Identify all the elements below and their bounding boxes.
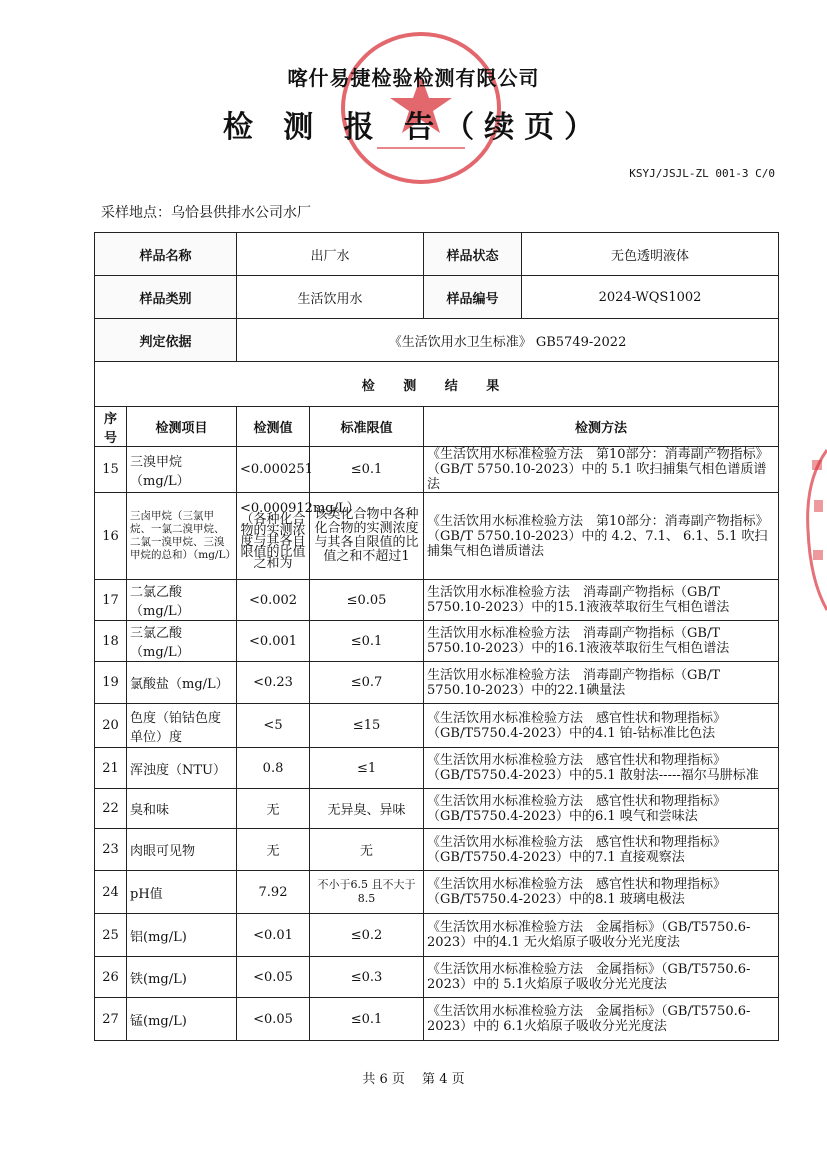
table-row — [95, 871, 779, 914]
row-item: 三卤甲烷（三氯甲烷、一氯二溴甲烷、二氯一溴甲烷、三溴甲烷的总和）（mg/L） — [127, 493, 237, 580]
report-table — [94, 232, 779, 1041]
row-method: 《生活饮用水标准检验方法 感官性状和物理指标》（GB/T5750.4-2023）中的8.1 玻璃电极法 — [424, 871, 779, 914]
row-method: 《生活饮用水标准检验方法 感官性状和物理指标》（GB/T5750.4-2023）中的7.1 直接观察法 — [424, 829, 779, 871]
row-method: 生活饮用水标准检验方法 消毒副产物指标（GB/T 5750.10-2023）中的22.1碘量法 — [424, 662, 779, 704]
row-no: 18 — [95, 621, 127, 662]
row-no: 16 — [95, 493, 127, 580]
col-header-method: 检测方法 — [424, 407, 779, 447]
info-row-category — [95, 276, 779, 319]
basis-value: 《生活饮用水卫生标准》 GB5749-2022 — [237, 319, 779, 362]
row-value: <0.002 — [237, 580, 310, 621]
row-item: 色度（铂钴色度单位）度 — [127, 704, 237, 748]
sample-name-value: 出厂水 — [237, 233, 424, 276]
row-value: <5 — [237, 704, 310, 748]
sample-state-label: 样品状态 — [424, 233, 522, 275]
basis-label: 判定依据 — [95, 319, 237, 362]
row-value: 无 — [237, 789, 310, 829]
row-limit: ≤0.7 — [310, 662, 424, 704]
table-row — [95, 704, 779, 748]
document-code: KSYJ/JSJL-ZL 001-3 C/0 — [629, 167, 775, 180]
row-item: 浑浊度（NTU） — [127, 748, 237, 789]
row-method: 生活饮用水标准检验方法 消毒副产物指标（GB/T 5750.10-2023）中的16.1液液萃取衍生气相色谱法 — [424, 621, 779, 662]
row-limit: ≤0.3 — [310, 957, 424, 998]
table-row — [95, 829, 779, 871]
row-no: 17 — [95, 580, 127, 621]
row-no: 25 — [95, 914, 127, 957]
row-limit: ≤0.1 — [310, 447, 424, 493]
row-limit: ≤15 — [310, 704, 424, 748]
info-row-basis — [95, 319, 779, 362]
results-column-header — [95, 407, 779, 447]
row-value: <0.001 — [237, 621, 310, 662]
row-value: <0.01 — [237, 914, 310, 957]
sampling-site: 采样地点：乌恰县供排水公司水厂 — [101, 205, 311, 221]
col-header-value: 检测值 — [237, 407, 310, 447]
row-method: 《生活饮用水标准检验方法 第10部分：消毒副产物指标》（GB/T 5750.10-2023）中的 4.2、7.1、 6.1、5.1 吹扫捕集气相色谱质谱法 — [424, 493, 779, 580]
report-title: 检 测 报 告（续页） — [222, 110, 605, 145]
row-value: 无 — [237, 829, 310, 871]
row-item: 锰(mg/L) — [127, 998, 237, 1041]
row-limit: 无 — [310, 829, 424, 871]
row-no: 19 — [95, 662, 127, 704]
row-item: 臭和味 — [127, 789, 237, 829]
table-row — [95, 662, 779, 704]
row-limit: ≤0.1 — [310, 998, 424, 1041]
results-section-title: 检 测 结 果 — [95, 362, 779, 407]
row-method: 《生活饮用水标准检验方法 感官性状和物理指标》（GB/T5750.4-2023）中的4.1 铂-钴标准比色法 — [424, 704, 779, 748]
table-row — [95, 447, 779, 493]
row-no: 15 — [95, 447, 127, 493]
row-no: 24 — [95, 871, 127, 914]
col-header-no: 序号 — [95, 407, 127, 447]
row-value: <0.05 — [237, 998, 310, 1041]
row-value: <0.05 — [237, 957, 310, 998]
table-row — [95, 580, 779, 621]
sample-category-label: 样品类别 — [95, 276, 237, 319]
row-limit: ≤1 — [310, 748, 424, 789]
row-no: 22 — [95, 789, 127, 829]
row-value: 7.92 — [237, 871, 310, 914]
col-header-item: 检测项目 — [127, 407, 237, 447]
row-item: pH值 — [127, 871, 237, 914]
row-method: 《生活饮用水标准检验方法 感官性状和物理指标》（GB/T5750.4-2023）中的6.1 嗅气和尝味法 — [424, 789, 779, 829]
row-no: 23 — [95, 829, 127, 871]
row-no: 26 — [95, 957, 127, 998]
info-row-name — [95, 233, 779, 276]
table-row — [95, 493, 779, 580]
row-value: 0.8 — [237, 748, 310, 789]
row-no: 27 — [95, 998, 127, 1041]
row-value: <0.000251 — [237, 447, 310, 493]
row-value: <0.000912mg/L）（各种化合物的实测浓度与其各自限值的比值之和为 — [237, 493, 310, 580]
row-item: 铁(mg/L) — [127, 957, 237, 998]
row-limit: ≤0.2 — [310, 914, 424, 957]
company-name: 喀什易捷检验检测有限公司 — [287, 66, 540, 90]
row-limit: 不小于6.5 且不大于8.5 — [310, 871, 424, 914]
row-no: 21 — [95, 748, 127, 789]
row-method: 生活饮用水标准检验方法 消毒副产物指标（GB/T 5750.10-2023）中的15.1液液萃取衍生气相色谱法 — [424, 580, 779, 621]
sample-state-value: 无色透明液体 — [611, 248, 690, 264]
row-limit: 无异臭、异味 — [310, 789, 424, 829]
side-seal-fragment-icon — [800, 440, 827, 620]
row-item: 肉眼可见物 — [127, 829, 237, 871]
row-item: 氯酸盐（mg/L） — [127, 662, 237, 704]
results-section-row — [95, 362, 779, 407]
table-row — [95, 748, 779, 789]
row-method: 《生活饮用水标准检验方法 金属指标》（GB/T5750.6-2023）中的 6.1火焰原子吸收分光光度法 — [424, 998, 779, 1041]
sample-name-label: 样品名称 — [95, 233, 237, 276]
table-row — [95, 789, 779, 829]
row-item: 铝(mg/L) — [127, 914, 237, 957]
row-limit: ≤0.1 — [310, 621, 424, 662]
row-limit: 该类化合物中各种化合物的实测浓度与其各自限值的比值之和不超过1 — [310, 493, 424, 580]
row-method: 《生活饮用水标准检验方法 第10部分：消毒副产物指标》（GB/T 5750.10-2023）中的 5.1 吹扫捕集气相色谱质谱法 — [424, 447, 779, 493]
table-row — [95, 957, 779, 998]
row-item: 三氯乙酸（mg/L） — [127, 621, 237, 662]
row-item: 二氯乙酸（mg/L） — [127, 580, 237, 621]
sample-code-label: 样品编号 — [424, 276, 522, 318]
table-row — [95, 998, 779, 1041]
col-header-limit: 标准限值 — [310, 407, 424, 447]
row-method: 《生活饮用水标准检验方法 金属指标》（GB/T5750.6-2023）中的4.1 无火焰原子吸收分光光度法 — [424, 914, 779, 957]
page-footer: 共 6 页 第 4 页 — [362, 1072, 465, 1087]
table-row — [95, 914, 779, 957]
row-value: <0.23 — [237, 662, 310, 704]
sample-category-value: 生活饮用水 — [237, 276, 424, 319]
row-item: 三溴甲烷（mg/L） — [127, 447, 237, 493]
row-limit: ≤0.05 — [310, 580, 424, 621]
row-method: 《生活饮用水标准检验方法 感官性状和物理指标》（GB/T5750.4-2023）中的5.1 散射法-----福尔马肼标准 — [424, 748, 779, 789]
table-row — [95, 621, 779, 662]
row-no: 20 — [95, 704, 127, 748]
sample-code-value: 2024-WQS1002 — [598, 289, 702, 305]
row-method: 《生活饮用水标准检验方法 金属指标》（GB/T5750.6-2023）中的 5.1火焰原子吸收分光光度法 — [424, 957, 779, 998]
